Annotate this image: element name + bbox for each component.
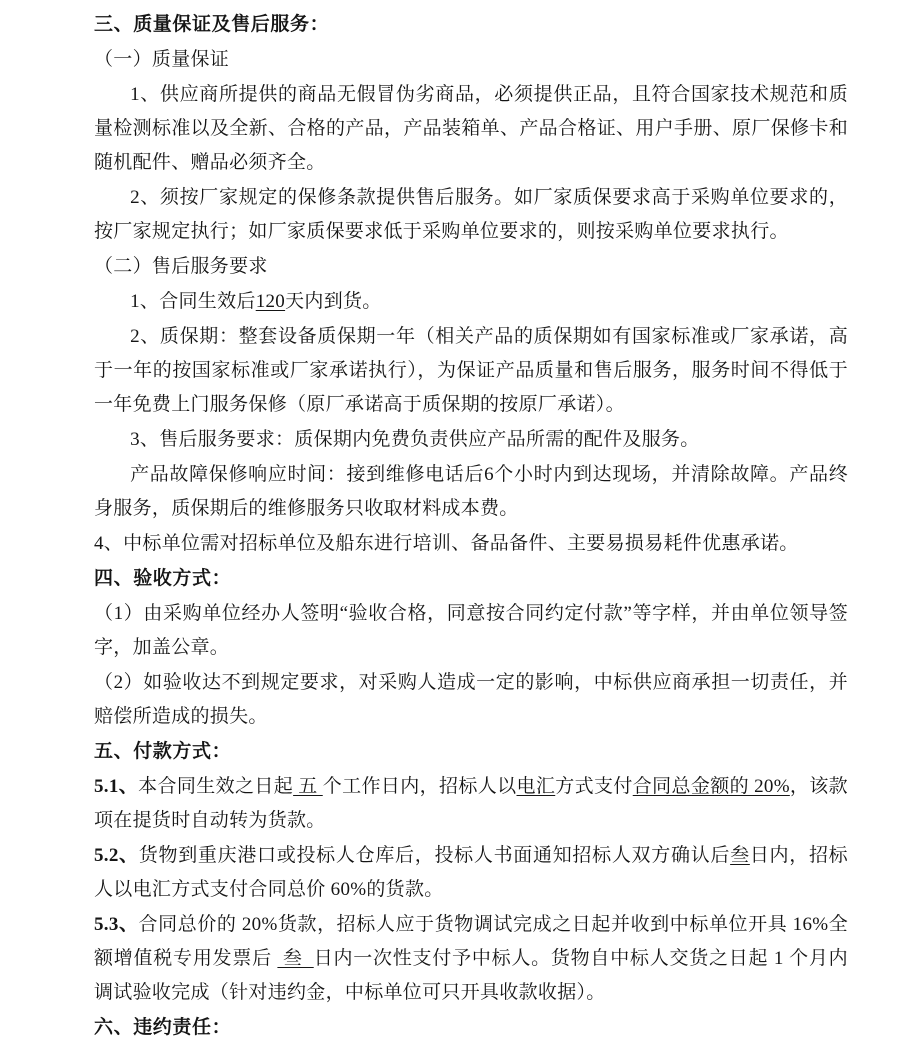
heading-breach [94, 1011, 848, 1045]
underlined-text: 120 [255, 291, 286, 312]
text-run: 产品故障保修响应时间：接到维修电话后6个小时内到达现场，并清除故障。产品终身服务，质保期后的维修服务只收取材料成本费。 [94, 464, 848, 519]
clause-aftersales-response [94, 458, 848, 526]
text-run: 个工作日内，招标人以 [322, 776, 517, 797]
text-run: 日内一次性支付予中标人。货物自中标人交货之日起 1 个月内调试验收完成（针对违约金，中标单位可只开具收款收据）。 [94, 948, 848, 1003]
clause-quality-1 [94, 78, 848, 180]
text-run: 本合同生效之日起 [138, 776, 294, 797]
text-run: 5.3、 [94, 914, 139, 935]
text-run: 方式支付 [555, 776, 633, 797]
clause-aftersales-1 [94, 285, 848, 319]
text-run: （1）由采购单位经办人签明“验收合格，同意按合同约定付款”等字样，并由单位领导签字，加盖公章。 [94, 603, 848, 658]
underlined-text: 电汇 [516, 776, 556, 797]
text-run: 5.1、 [94, 776, 139, 797]
text-run: 日内，招标人以电汇方式支付合同总价 60%的货款。 [94, 845, 848, 900]
heading-acceptance [94, 562, 848, 596]
underlined-text: 叁 [277, 948, 314, 969]
text-run: 5.2、 [94, 845, 139, 866]
text-run: 4、中标单位需对招标单位及船东进行培训、备品备件、主要易损易耗件优惠承诺。 [94, 533, 799, 554]
heading-quality-warranty [94, 8, 848, 42]
subheading-quality-guarantee [94, 43, 848, 77]
clause-acceptance-2 [94, 666, 848, 734]
underlined-text: 五 [293, 776, 323, 797]
clause-aftersales-4 [94, 527, 848, 561]
text-run: 1、供应商所提供的商品无假冒伪劣商品，必须提供正品，且符合国家技术规范和质量检测标准以及全新、合格的产品，产品装箱单、产品合格证、用户手册、原厂保修卡和随机配件、赠品必须齐全。 [94, 84, 848, 173]
text-run: （一）质量保证 [94, 49, 230, 70]
underlined-text: 叁 [730, 845, 750, 866]
text-run: 2、质保期：整套设备质保期一年（相关产品的质保期如有国家标准或厂家承诺，高于一年的按国家标准或厂家承诺执行），为保证产品质量和售后服务，服务时间不得低于一年免费上门服务保修（原厂承诺高于质保期的按原厂承诺）。 [94, 326, 848, 415]
text-run: 四、验收方式： [94, 568, 232, 589]
text-run: 天内到货。 [285, 291, 382, 312]
text-run: （二）售后服务要求 [94, 256, 268, 277]
subheading-aftersales [94, 250, 848, 284]
text-run: 六、违约责任： [94, 1017, 232, 1038]
text-run: 五、付款方式： [94, 741, 232, 762]
clause-acceptance-1 [94, 597, 848, 665]
clause-aftersales-2 [94, 320, 848, 422]
clause-payment-5-2 [94, 839, 848, 907]
text-run: 三、质量保证及售后服务： [94, 14, 330, 35]
text-run: 2、须按厂家规定的保修条款提供售后服务。如厂家质保要求高于采购单位要求的，按厂家规定执行；如厂家质保要求低于采购单位要求的，则按采购单位要求执行。 [94, 187, 848, 242]
text-run: 货物到重庆港口或投标人仓库后，投标人书面通知招标人双方确认后 [138, 845, 731, 866]
clause-payment-5-3 [94, 908, 848, 1010]
clause-payment-5-1 [94, 770, 848, 838]
text-run: ，该款项在提货时自动转为货款。 [94, 776, 848, 831]
document-body [94, 8, 848, 1045]
underlined-text: 合同总金额的 20% [632, 776, 790, 797]
heading-payment [94, 735, 848, 769]
text-run: （2）如验收达不到规定要求，对采购人造成一定的影响，中标供应商承担一切责任，并赔偿所造成的损失。 [94, 672, 848, 727]
text-run: 3、售后服务要求：质保期内免费负责供应产品所需的配件及服务。 [130, 429, 700, 450]
text-run: 合同总价的 20%货款，招标人应于货物调试完成之日起并收到中标单位开具 16%全额增值税专用发票后 [94, 914, 849, 969]
text-run: 1、合同生效后 [130, 291, 256, 312]
clause-aftersales-3 [94, 423, 848, 457]
clause-quality-2 [94, 181, 848, 249]
